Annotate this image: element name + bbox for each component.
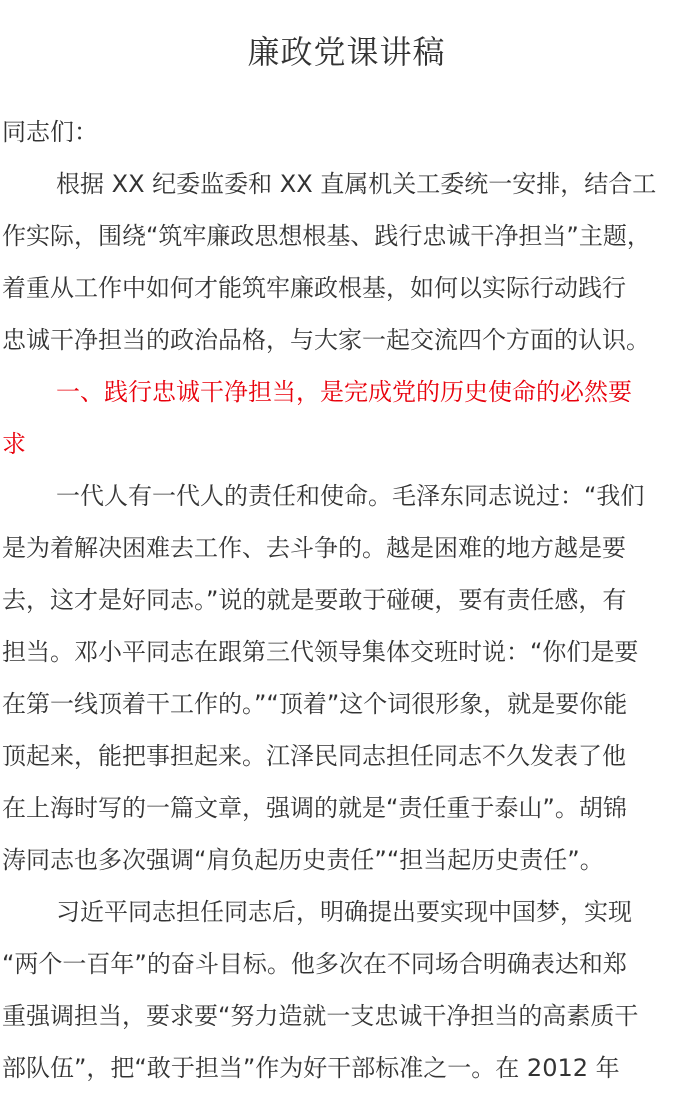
body-paragraph-line: 在上海时写的一篇文章，强调的就是“责任重于泰山”。胡锦 — [2, 794, 627, 822]
body-paragraph-line: 去，这才是好同志。”说的就是要敢于碰硬，要有责任感，有 — [2, 586, 627, 614]
body-paragraph-line: 一代人有一代人的责任和使命。毛泽东同志说过：“我们 — [56, 482, 645, 510]
intro-paragraph-line: 着重从工作中如何才能筑牢廉政根基，如何以实际行动践行 — [2, 274, 626, 302]
body-paragraph-line: 部队伍”，把“敢于担当”作为好干部标准之一。在 2012 年 — [2, 1054, 620, 1082]
section-heading-line: 求 — [2, 430, 26, 458]
body-paragraph-line: 是为着解决困难去工作、去斗争的。越是困难的地方越是要 — [2, 534, 626, 562]
intro-paragraph-line: 作实际，围绕“筑牢廉政思想根基、践行忠诚干净担当”主题， — [2, 222, 651, 250]
salutation: 同志们： — [2, 118, 98, 146]
body-paragraph-line: 习近平同志担任同志后，明确提出要实现中国梦，实现 — [56, 898, 632, 926]
body-paragraph-line: 重强调担当，要求要“努力造就一支忠诚干净担当的高素质干 — [2, 1002, 639, 1030]
section-heading-line: 一、践行忠诚干净担当，是完成党的历史使命的必然要 — [56, 378, 632, 406]
body-paragraph-line: 担当。邓小平同志在跟第三代领导集体交班时说：“你们是要 — [2, 638, 639, 666]
body-paragraph-line: 涛同志也多次强调“肩负起历史责任”“担当起历史责任”。 — [2, 846, 604, 874]
intro-paragraph-line: 根据 XX 纪委监委和 XX 直属机关工委统一安排，结合工 — [56, 170, 657, 198]
body-paragraph-line: “两个一百年”的奋斗目标。他多次在不同场合明确表达和郑 — [2, 950, 627, 978]
body-paragraph-line: 在第一线顶着干工作的。”“顶着”这个词很形象，就是要你能 — [2, 690, 628, 718]
intro-paragraph-line: 忠诚干净担当的政治品格，与大家一起交流四个方面的认识。 — [2, 326, 650, 354]
document-title: 廉政党课讲稿 — [247, 33, 446, 71]
body-paragraph-line: 顶起来，能把事担起来。江泽民同志担任同志不久发表了他 — [2, 742, 626, 770]
